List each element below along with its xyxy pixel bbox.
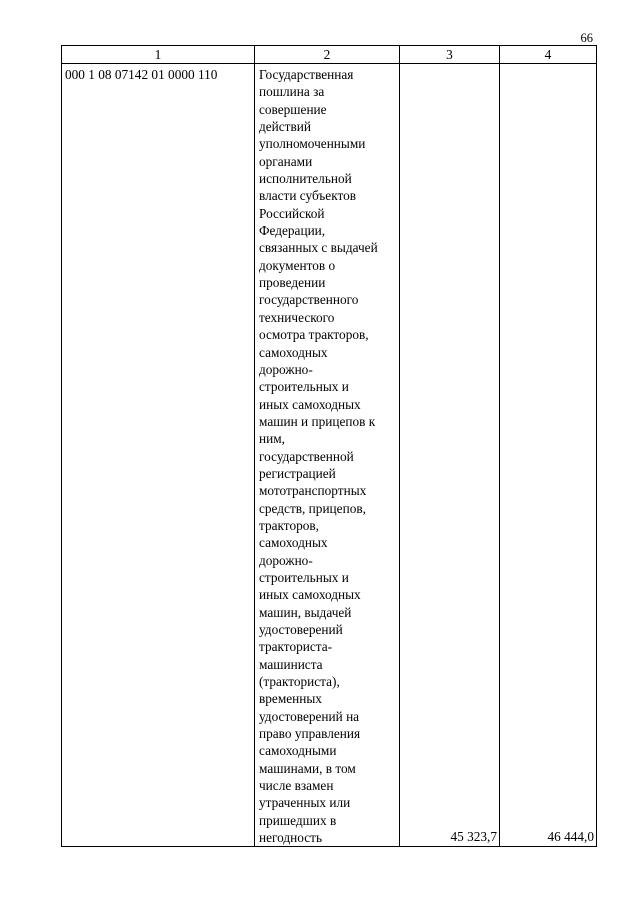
description-line: удостоверений на	[259, 708, 360, 724]
description-line: органами	[259, 153, 313, 169]
description-line: Российской	[259, 205, 325, 221]
description-line: дорожно-	[259, 552, 313, 568]
description-line: (тракториста),	[259, 674, 340, 690]
amount-column-3: 45 323,7	[400, 64, 500, 847]
description-line: машин и прицепов к	[259, 413, 376, 429]
description-line: власти субъектов	[259, 188, 357, 204]
description-line: государственного	[259, 292, 359, 308]
description-line: самоходных	[259, 535, 328, 551]
description-line: право управления	[259, 726, 361, 742]
description-line: связанных с выдачей	[259, 240, 378, 256]
description-line: машиниста	[259, 656, 323, 672]
description-line: числе взамен	[259, 778, 334, 794]
description-line: осмотра тракторов,	[259, 327, 369, 343]
description-line: пошлина за	[259, 84, 325, 100]
description-line: тракторов,	[259, 517, 319, 533]
description-line: Федерации,	[259, 223, 326, 239]
table-row	[62, 64, 597, 847]
description-line: уполномоченными	[259, 136, 366, 152]
description-line: Государственная	[259, 67, 354, 82]
description-line: иных самоходных	[259, 396, 361, 412]
description-line: государственной	[259, 448, 354, 464]
description-line: строительных и	[259, 379, 349, 395]
description-line: дорожно-	[259, 361, 313, 377]
budget-classification-code: 000 1 08 07142 01 0000 110	[62, 64, 255, 847]
description-line: машинами, в том	[259, 760, 356, 776]
column-header-2: 2	[255, 46, 400, 64]
description-line: действий	[259, 119, 312, 135]
column-header-4: 4	[500, 46, 597, 64]
amount-column-4: 46 444,0	[500, 64, 597, 847]
column-header-3: 3	[400, 46, 500, 64]
description-line: удостоверений	[259, 622, 343, 637]
description-line: исполнительной	[259, 171, 352, 187]
budget-table	[61, 45, 597, 847]
description-line: регистрацией	[259, 465, 336, 481]
column-header-1: 1	[62, 46, 255, 64]
revenue-description	[255, 64, 400, 847]
description-line: временных	[259, 691, 322, 707]
page-number: 66	[580, 31, 593, 45]
description-line: машин, выдачей	[259, 604, 352, 620]
description-line: мототранспортных	[259, 483, 367, 499]
description-line: пришедших в	[259, 812, 337, 828]
description-line: самоходными	[259, 743, 337, 759]
description-line: ним,	[259, 431, 285, 447]
description-line: технического	[259, 309, 335, 325]
description-line: документов о	[259, 257, 336, 273]
description-line: утраченных или	[259, 795, 351, 811]
description-line: проведении	[259, 275, 326, 291]
description-line: самоходных	[259, 344, 328, 360]
description-line: иных самоходных	[259, 587, 361, 603]
description-line: совершение	[259, 101, 327, 117]
description-line: негодность	[259, 830, 323, 846]
description-line: тракториста-	[259, 639, 333, 655]
description-line: строительных и	[259, 569, 349, 585]
description-line: средств, прицепов,	[259, 500, 366, 516]
table-header-row	[62, 46, 597, 64]
